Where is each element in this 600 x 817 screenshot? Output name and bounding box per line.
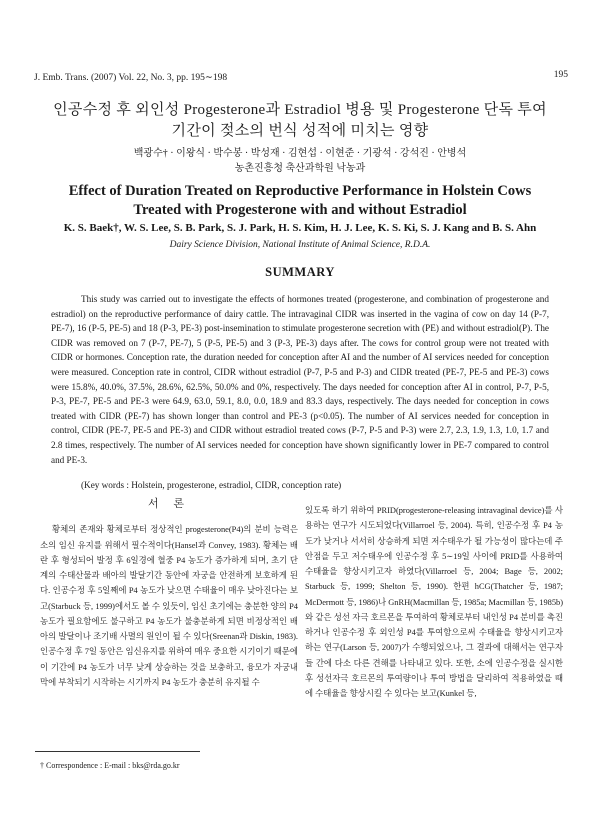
english-affiliation: Dairy Science Division, National Institute of Animal Science, R.D.A.: [169, 240, 431, 250]
journal-citation: J. Emb. Trans. (2007) Vol. 22, No. 3, pp. 195∼198: [34, 73, 228, 83]
korean-affiliation: 농촌진흥청 축산과학원 낙농과: [234, 163, 366, 174]
body-paragraph: 황체의 존재와 황체로부터 정상적인 progesterone(P4)의 분비 능력은 소의 임신 유지를 위해서 필수적이다(Hansel과 Convey, 1983). 황체는 배란 후 형성되어 발정 후 6일경에 혈중 P4 농도가 증가하게 되며, 초기 단계의 수태산물과 배아의 발달기간 동안에 자궁을 안전하게 보호하게 된다. 인공수정 후 5일째에 P4 농도가 낮으면 수태율이 매우 낮아진다는 보고(Starbuck 등, 1999)에서도 볼 수 있듯이, 임신 초기에는 충분한 양의 P4 농도가 필요함에도 불구하고 P4 농도가 불충분하게 되면 비정상적인 배아의 발달이나 조기배 사멸의 원인이 될 수 있다(Sreenan과 Diskin, 1983). 인공수정 후 7일 동안은 임신유지를 위하여 매우 중요한 시기이기 때문에 이 기간에 P4 농도가 너무 낮게 상승하는 것을 보충하고, 융모가 자궁내막에 부착되기 시작하는 시기까지 P4 농도가 충분히 유지될 수: [40, 525, 298, 687]
korean-title: [0, 100, 600, 142]
keywords: (Key words : Holstein, progesterone, estradiol, CIDR, conception rate): [81, 480, 342, 490]
english-authors: K. S. Baek†, W. S. Lee, S. B. Park, S. J. Park, H. S. Kim, H. J. Lee, K. S. Ki, S. J. Kang and B. S. Ahn: [63, 222, 537, 234]
english-title-line-2: Treated with Progesterone with and without Estradiol: [133, 202, 467, 218]
footnote-divider: [35, 751, 200, 752]
correspondence-footnote: † Correspondence : E-mail : bks@rda.go.kr: [40, 761, 180, 770]
introduction-heading: 서 론: [147, 498, 190, 510]
body-left-column: [40, 497, 298, 690]
korean-authors: 백광수† · 이왕식 · 박수봉 · 박성재 · 김현섭 · 이현준 · 기광석 · 강석진 · 안병석: [133, 148, 467, 159]
korean-author-block: [0, 146, 600, 176]
page-number: 195: [553, 70, 568, 80]
abstract-text: This study was carried out to investigate the effects of hormones treated (progesterone, and combination of progesterone and estradiol) on the reproductive performance of dairy cattle. The intravaginal CIDR was inserted in the vagina of cow on day 14 (P-7, PE-7), 16 (P-5, PE-5) and 18 (P-3, PE-3) post-insemination to stimulate progesterone secretion with (PE) and without estradiol(P). The CIDR was removed on 7 (P-7, PE-7), 5 (P-5, PE-5) and 3 (P-3, PE-3) days after. The cows for control group were not treated with CIDR or hormones. Conception rate, the duration needed for conception after AI and the number of AI services needed for conception were measured. Conception rate in control, CIDR without estradiol (P-7, P-5 and P-3) and CIDR treated (PE-7, PE-5 and PE-3) cows were 15.8%, 40.0%, 37.5%, 28.6%, 62.5%, 50.0% and 0%, respectively. The days needed for conception after AI in control, P-7, P-5, P-3, PE-7, PE-5 and PE-3 were 64.9, 63.0, 59.1, 8.0, 0.0, 18.9 and 83.3 days, respectively. The days needed for conception in cows treated with CIDR (PE-7) has shown longer than control and PE-3 (p<0.05). The number of AI services needed for conception in control, CIDR (PE-7, PE-5 and PE-3) and CIDR without estradiol treated cows (P-7, P-5 and P-3) were 2.7, 2.3, 1.9, 1.3, 1.0, 1.7 and 2.8 times, respectively. The number of AI services needed for conception have shown significantly lower in PE-7 compared to control and PE-3.: [51, 294, 549, 465]
english-title-line-1: Effect of Duration Treated on Reproductive Performance in Holstein Cows: [68, 183, 532, 199]
english-title: [0, 182, 600, 220]
body-paragraph: 있도록 하기 위하여 PRID(progesterone-releasing intravaginal device)를 사용하는 연구가 시도되었다(Villarroel 등, 2004). 특히, 인공수정 후 P4 농도가 낮거나 서서히 상승하게 되면 저수태우가 될 가능성이 많다는데 주안점을 두고 저수태우에 인공수정 후 5∼19일 사이에 PRID를 사용하여 수태율을 향상시키고자 하였다(Villarroel 등, 2004; Bage 등, 2002; Starbuck 등, 1999; Shelton 등, 1990). 한편 hCG(Thatcher 등, 1987; McDermott 등, 1986)나 GnRH(Macmillan 등, 1985a; Macmillan 등, 1985b)와 같은 성선 자극 호르몬을 투여하여 황체로부터 내인성 P4 분비를 촉진하거나 인공수정 후 외인성 P4를 투여함으로써 수태율을 향상시키고자 하는 연구(Larson 등, 2007)가 수행되었으나, 그 결과에 대해서는 연구자들 간에 다소 다른 견해를 나타내고 있다. 또한, 소에 인공수정을 실시한 후 성선자극 호르몬의 투여량이나 투여 방법을 달리하여 적용하였을 때에 수태율을 향상시킬 수 있다는 보고(Kunkel 등,: [305, 506, 563, 698]
korean-title-line-2: 기간이 젖소의 번식 성적에 미치는 영향: [171, 123, 429, 139]
body-right-column: [305, 503, 563, 701]
korean-title-line-1: 인공수정 후 외인성 Progesterone과 Estradiol 병용 및 Progesterone 단독 투여: [53, 102, 547, 118]
summary-heading: SUMMARY: [265, 265, 335, 279]
